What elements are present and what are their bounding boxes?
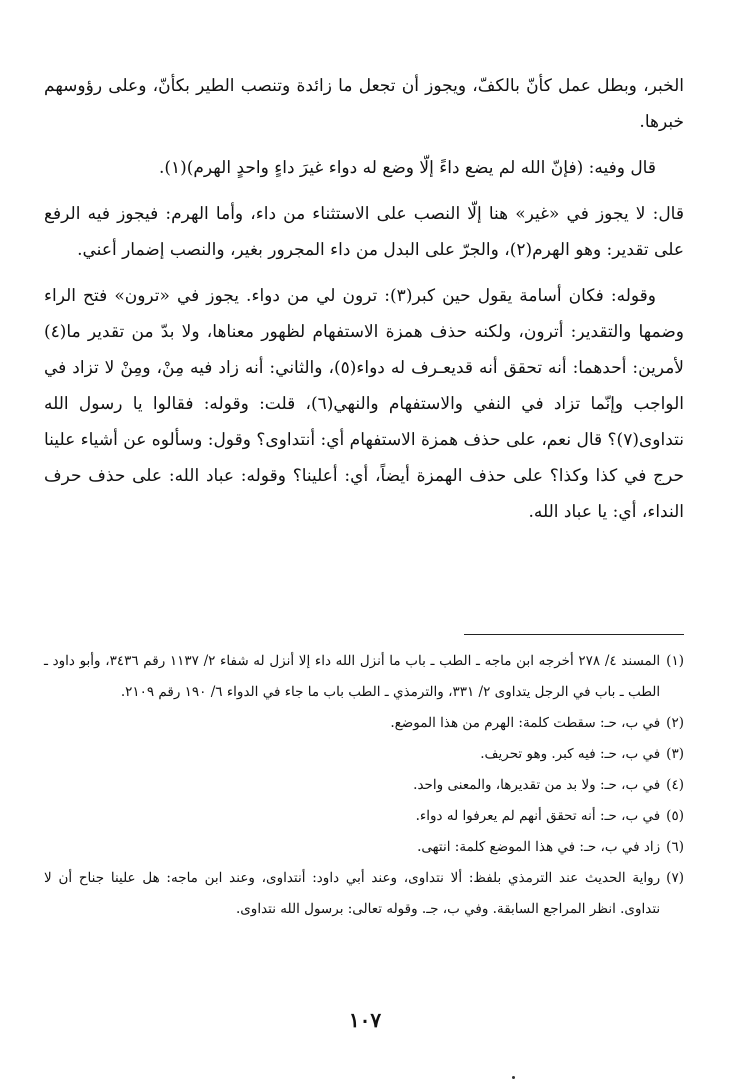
footnote-number: (١) [666,653,684,669]
footnote [44,801,684,832]
footnote [44,863,684,925]
footnote [44,646,684,708]
footnote-text: المسند ٤/ ٢٧٨ أخرجه ابن ماجه ـ الطب ـ باب ما أنزل الله داء إلا أنزل له شفاء ٢/ ١١٣٧ رقم ٣٤٣٦، وأبو داود ـ الطب ـ باب في الرجل يتداوى ٢/ ٣٣١، والترمذي ـ الطب باب ما جاء في الدواء ٦/ ١٩٠ رقم ٢١٠٩. [44,653,661,700]
main-text [44,68,684,530]
footnote-text: رواية الحديث عند الترمذي بلفظ: ألا نتداوى، وعند أبي داود: أنتداوى، وعند ابن ماجه: هل علينا جناح أن لا نتداوى. انظر المراجع السابقة. وفي ب، جـ. وقوله تعالى: برسول الله نتداوى. [44,870,661,917]
page-number: ١٠٧ [348,1008,382,1032]
footnote [44,770,684,801]
footnote-number: (٤) [666,777,684,793]
footnote-number: (٢) [666,715,684,731]
footnote-text: في ب، حـ: أنه تحقق أنهم لم يعرفوا له دواء. [415,808,661,824]
footnote-text: في ب، حـ: سقطت كلمة: الهرم من هذا الموضع. [390,715,661,731]
footnote [44,832,684,863]
footnote-divider [464,634,684,635]
paragraph: الخبر، وبطل عمل كأنّ بالكفّ، ويجوز أن تجعل ما زائدة وتنصب الطير بكأنّ، وعلى رؤوسهم خبرها. [44,76,684,132]
footnote-text: في ب، حـ: ولا بد من تقديرها، والمعنى واحد. [413,777,661,793]
footnotes [44,646,684,925]
footnote-number: (٦) [666,839,684,855]
footnote-text: في ب، حـ: فيه كبر. وهو تحريف. [480,746,661,762]
paragraph: قال وفيه: (فإنّ الله لم يضع داءً إلّا وضع له دواء غيرَ داءٍ واحدٍ الهرم)(١). [158,158,656,178]
footnote [44,739,684,770]
footnote [44,708,684,739]
footnote-number: (٣) [666,746,684,762]
paragraph: قال: لا يجوز في «غير» هنا إلّا النصب على الاستثناء من داء، وأما الهرم: فيجوز فيه الرفع على تقدير: وهو الهرم(٢)، والجرّ على البدل من داء المجرور بغير، والنصب إضمار أعني. [44,204,684,260]
scan-speck [512,1076,515,1079]
footnote-number: (٥) [666,808,684,824]
paragraph: وقوله: فكان أسامة يقول حين كبر(٣): ترون لي من دواء. يجوز في «ترون» فتح الراء وضمها والتقدير: أترون، ولكنه حذف همزة الاستفهام لظهور معناها، ولا بدّ من تقدير ما(٤) لأمرين: أحدهما: أنه تحقق أنه قديعـرف له دواء(٥)، والثاني: أنه زاد فيه مِنْ، ومِنْ لا تزاد في الواجب وإنّما تزاد في النفي والاستفهام والنهي(٦)، قلت: وقوله: فقالوا يا رسول الله نتداوى(٧)؟ قال نعم، على حذف همزة الاستفهام أي: أنتداوى؟ وقول: وسألوه عن أشياء علينا حرج في كذا وكذا؟ على حذف الهمزة أيضاً، أي: أعلينا؟ وقوله: عباد الله: على حذف حرف النداء، أي: يا عباد الله. [44,286,684,522]
footnote-text: زاد في ب، حـ: في هذا الموضع كلمة: انتهى. [417,839,661,855]
footnote-number: (٧) [666,870,684,886]
